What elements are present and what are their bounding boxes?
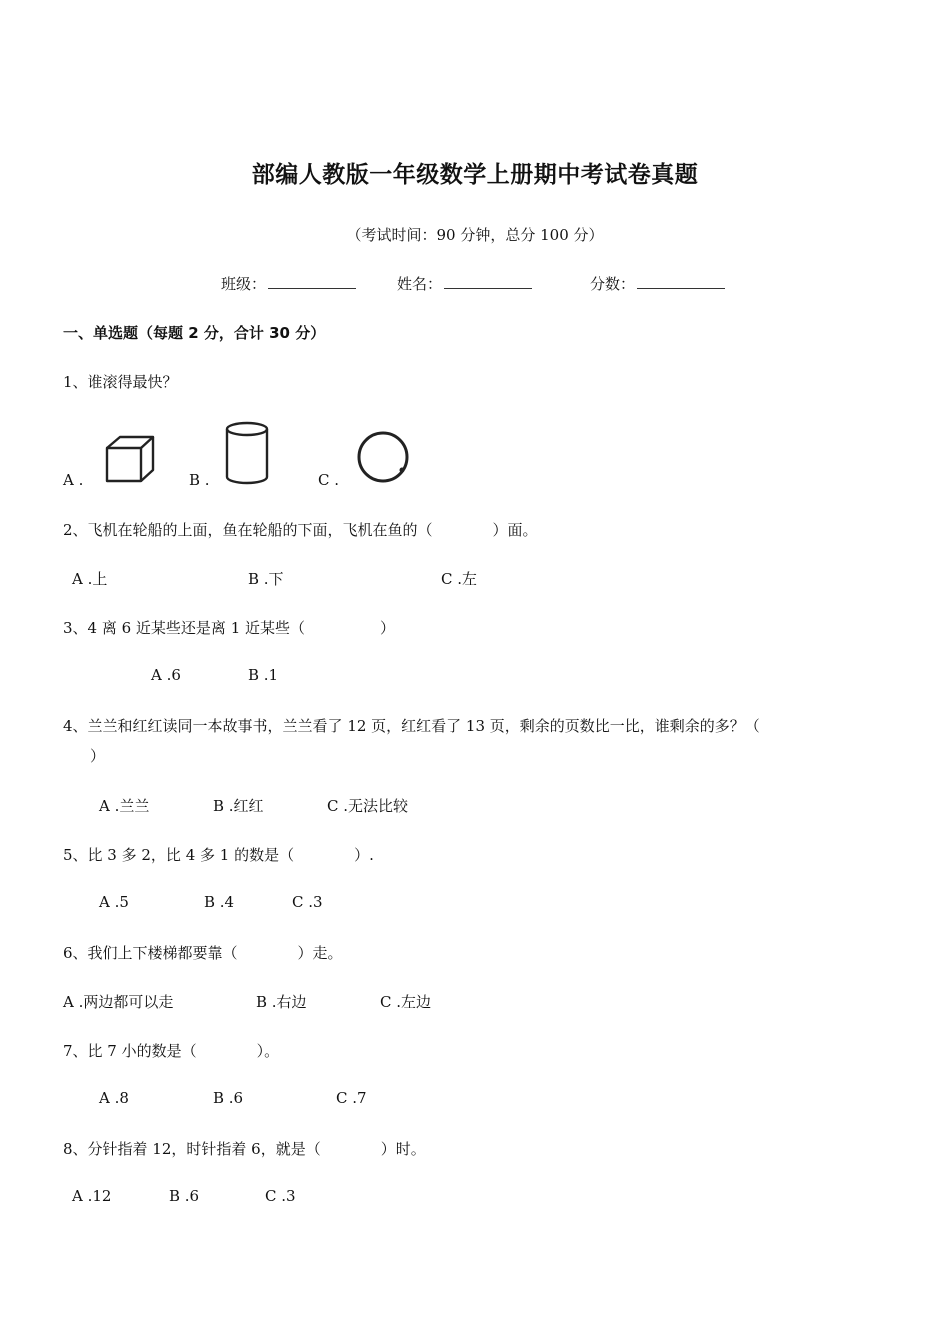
cube-icon — [104, 434, 158, 484]
class-label: 班级： — [221, 275, 267, 293]
name-label: 姓名： — [397, 275, 443, 293]
score-label: 分数： — [590, 275, 636, 293]
option-6c[interactable]: C .左边 — [380, 993, 432, 1011]
question-3: 3、4 离 6 近某些还是离 1 近某些（ ） — [63, 619, 396, 637]
sphere-icon — [355, 430, 411, 484]
option-5b[interactable]: B .4 — [204, 893, 235, 911]
option-6b[interactable]: B .右边 — [256, 993, 307, 1011]
option-2b[interactable]: B .下 — [248, 570, 284, 588]
option-7c[interactable]: C .7 — [336, 1089, 367, 1107]
question-1: 1、谁滚得最快？ — [63, 373, 178, 391]
name-blank[interactable] — [444, 274, 532, 289]
cylinder-icon — [224, 420, 270, 486]
exam-meta: （考试时间：90 分钟，总分 100 分） — [346, 226, 604, 244]
question-7: 7、比 7 小的数是（ ）。 — [63, 1042, 280, 1060]
option-5a[interactable]: A .5 — [99, 893, 129, 911]
option-8a[interactable]: A .12 — [72, 1187, 112, 1205]
option-8b[interactable]: B .6 — [169, 1187, 200, 1205]
option-1a[interactable]: A . — [63, 471, 84, 489]
option-8c[interactable]: C .3 — [265, 1187, 296, 1205]
option-4b[interactable]: B .红红 — [213, 797, 264, 815]
question-4-cont: ） — [90, 747, 106, 765]
option-4a[interactable]: A .兰兰 — [99, 797, 150, 815]
option-2a[interactable]: A .上 — [72, 570, 108, 588]
option-5c[interactable]: C .3 — [292, 893, 323, 911]
name-field[interactable] — [397, 273, 532, 294]
option-7b[interactable]: B .6 — [213, 1089, 244, 1107]
section-heading: 一、单选题（每题 2 分，合计 30 分） — [63, 324, 326, 342]
option-1c[interactable]: C . — [318, 471, 340, 489]
option-7a[interactable]: A .8 — [99, 1089, 129, 1107]
option-1b[interactable]: B . — [189, 471, 210, 489]
class-blank[interactable] — [268, 274, 356, 289]
option-2c[interactable]: C .左 — [441, 570, 478, 588]
score-blank[interactable] — [637, 274, 725, 289]
option-4c[interactable]: C .无法比较 — [327, 797, 409, 815]
question-2: 2、飞机在轮船的上面，鱼在轮船的下面，飞机在鱼的（ ）面。 — [63, 521, 538, 539]
class-field[interactable] — [221, 273, 356, 294]
question-8: 8、分针指着 12，时针指着 6，就是（ ）时。 — [63, 1140, 426, 1158]
question-5: 5、比 3 多 2，比 4 多 1 的数是（ ）. — [63, 846, 374, 864]
question-4: 4、兰兰和红红读同一本故事书，兰兰看了 12 页，红红看了 13 页，剩余的页数比一比，谁剩余的多？（ — [63, 717, 760, 735]
page-title: 部编人教版一年级数学上册期中考试卷真题 — [251, 162, 699, 188]
option-3a[interactable]: A .6 — [151, 666, 181, 684]
option-3b[interactable]: B .1 — [248, 666, 279, 684]
score-field[interactable] — [590, 273, 725, 294]
option-6a[interactable]: A .两边都可以走 — [63, 993, 174, 1011]
question-6: 6、我们上下楼梯都要靠（ ）走。 — [63, 944, 343, 962]
